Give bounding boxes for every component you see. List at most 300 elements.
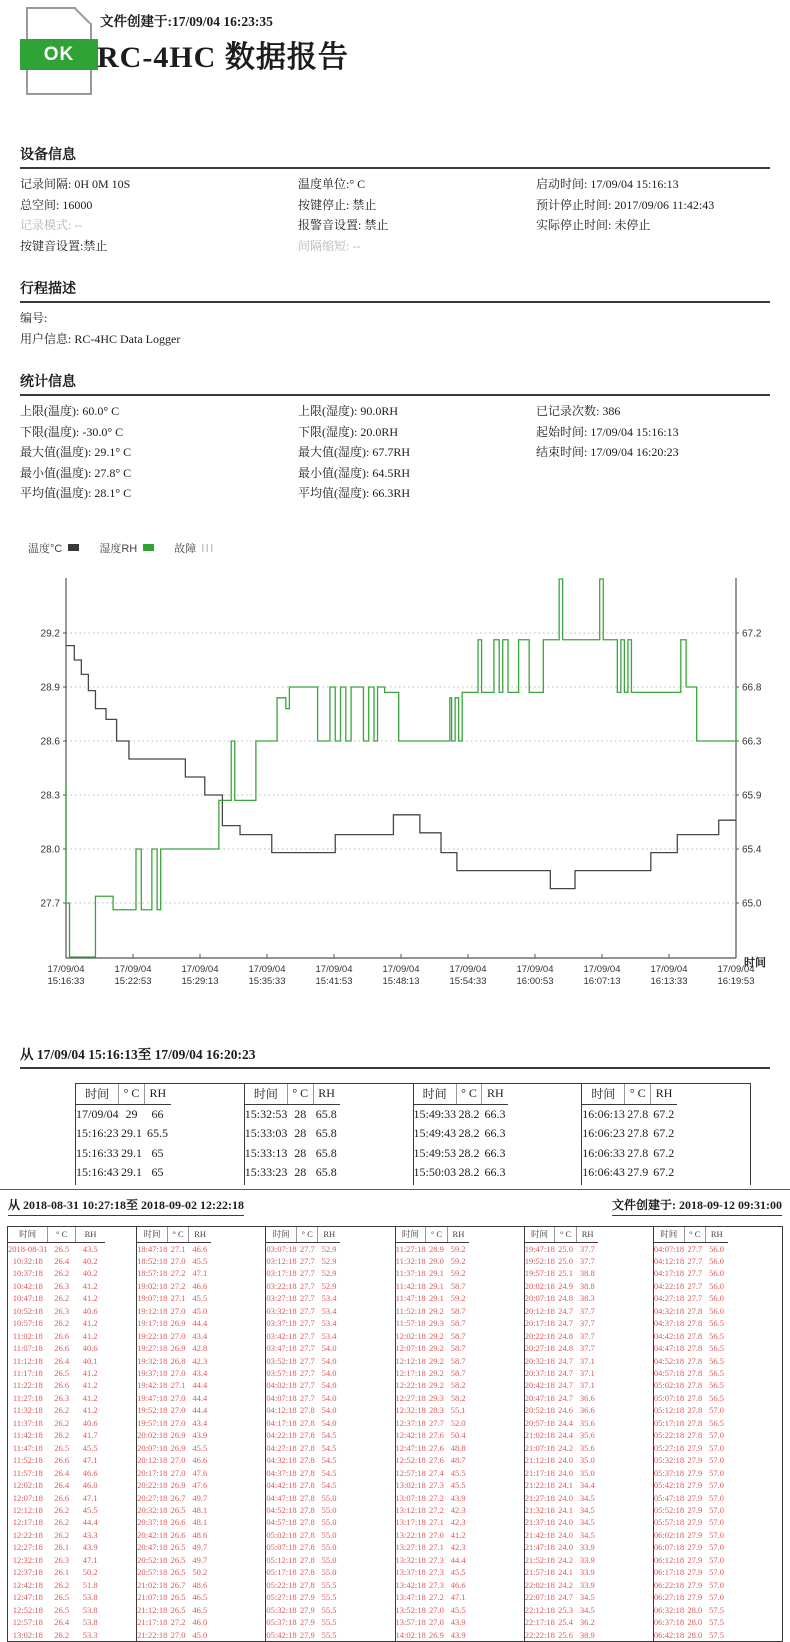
table-cell: 26.2 <box>48 1317 76 1329</box>
table-cell <box>144 1183 171 1185</box>
table-cell: 54.5 <box>318 1467 340 1479</box>
table-cell: 26.9 <box>167 1429 188 1441</box>
x-axis-title: 时间 <box>744 955 766 969</box>
table-cell: 53.8 <box>76 1591 105 1603</box>
table-cell: 27.0 <box>167 1467 188 1479</box>
table-cell: 26.3 <box>48 1392 76 1404</box>
table-cell: 43.4 <box>189 1330 211 1342</box>
info-line: 起始时间: 17/09/04 15:16:13 <box>536 422 770 443</box>
table-cell: 25.1 <box>555 1267 576 1279</box>
column-header: ° C <box>297 1227 318 1243</box>
table-row <box>396 1516 470 1528</box>
x-tick-label: 17/09/04 15:29:13 <box>182 964 219 987</box>
trip-lines <box>20 303 770 349</box>
table-cell: 54.0 <box>318 1392 340 1404</box>
table-cell: 35.0 <box>576 1467 598 1479</box>
table-cell: 25.3 <box>555 1604 576 1616</box>
table-row <box>8 1516 105 1528</box>
table-cell: 42.8 <box>189 1342 211 1354</box>
table-row <box>137 1616 211 1628</box>
table-row <box>137 1367 211 1379</box>
right-axis-tick: 65.0 <box>742 898 762 909</box>
table-cell: 26.5 <box>48 1367 76 1379</box>
table-row <box>8 1392 105 1404</box>
table-cell: 65 <box>144 1163 171 1183</box>
table-cell: 19:52:18 <box>137 1404 167 1416</box>
table-cell: 27.7 <box>297 1379 318 1391</box>
table-cell: 43.4 <box>189 1367 211 1379</box>
table-cell: 27.8 <box>297 1442 318 1454</box>
table-cell: 20:52:18 <box>137 1554 167 1566</box>
report-header <box>0 0 790 122</box>
table-row <box>8 1342 105 1354</box>
table-cell: 12:02:18 <box>396 1330 426 1342</box>
table-cell: 55.0 <box>318 1566 340 1578</box>
table-row <box>654 1492 728 1504</box>
table-cell: 19:47:18 <box>137 1392 167 1404</box>
column-header: RH <box>76 1227 105 1243</box>
table-row <box>654 1516 728 1528</box>
table-row <box>396 1429 470 1441</box>
table-cell: 13:52:18 <box>396 1604 426 1616</box>
info-line: 总空间: 16000 <box>20 195 298 216</box>
column-header: RH <box>144 1084 171 1105</box>
table-cell: 04:07:18 <box>266 1392 296 1404</box>
table-cell: 53.4 <box>318 1330 340 1342</box>
column-header: 时间 <box>654 1227 684 1243</box>
table-row <box>654 1379 728 1391</box>
table-cell: 11:47:18 <box>8 1442 48 1454</box>
table-cell: 26.9 <box>167 1342 188 1354</box>
table-cell: 05:32:18 <box>654 1454 684 1466</box>
table-cell: 57.0 <box>705 1516 727 1528</box>
info-line: 记录模式: -- <box>20 215 298 236</box>
table-cell: 27.9 <box>684 1454 705 1466</box>
table-row <box>266 1242 340 1255</box>
table-cell: 57.0 <box>705 1492 727 1504</box>
table-row <box>266 1330 340 1342</box>
table-cell: 05:12:18 <box>654 1404 684 1416</box>
table1-title: 从 17/09/04 15:16:13至 17/09/04 16:20:23 <box>20 1043 770 1069</box>
table-cell: 27.9 <box>684 1554 705 1566</box>
table-cell: 33.9 <box>576 1566 598 1578</box>
table-cell: 27.9 <box>684 1492 705 1504</box>
table-cell: 22:12:18 <box>525 1604 555 1616</box>
table-cell: 19:02:18 <box>137 1280 167 1292</box>
section-heading-device-info: 设备信息 <box>20 144 770 169</box>
table-row <box>8 1541 105 1553</box>
right-axis-tick: 67.2 <box>742 628 762 639</box>
section-heading-stats: 统计信息 <box>20 371 770 396</box>
table-cell: 44.4 <box>76 1516 105 1528</box>
table-row <box>8 1554 105 1566</box>
table-cell: 26.2 <box>48 1629 76 1641</box>
table-cell <box>287 1183 313 1185</box>
table-cell: 04:47:18 <box>654 1342 684 1354</box>
table-row <box>396 1404 470 1416</box>
table-cell: 24.7 <box>555 1591 576 1603</box>
table-row <box>8 1479 105 1491</box>
table-row <box>8 1330 105 1342</box>
table-row <box>654 1429 728 1441</box>
table-row <box>266 1529 340 1541</box>
table-cell: 29.2 <box>426 1342 447 1354</box>
table-cell: 06:02:18 <box>654 1529 684 1541</box>
info-column <box>298 401 536 504</box>
table-cell: 41.2 <box>447 1529 469 1541</box>
table-cell: 13:17:18 <box>396 1516 426 1528</box>
table-cell: 27.8 <box>297 1492 318 1504</box>
table-row <box>525 1442 599 1454</box>
table-cell: 20:12:18 <box>525 1305 555 1317</box>
table-cell: 12:22:18 <box>396 1379 426 1391</box>
x-tick-label: 17/09/04 15:48:13 <box>383 964 420 987</box>
table-cell: 21:52:18 <box>525 1554 555 1566</box>
table-cell: 41.2 <box>76 1292 105 1304</box>
table-cell: 27.9 <box>625 1163 651 1183</box>
table-cell: 43.4 <box>189 1417 211 1429</box>
table-cell: 21:22:18 <box>525 1479 555 1491</box>
table-cell: 27.9 <box>684 1529 705 1541</box>
table-cell: 26.6 <box>167 1529 188 1541</box>
table-cell: 38.9 <box>576 1629 598 1641</box>
table-cell: 05:42:18 <box>266 1629 296 1641</box>
table-cell: 29.1 <box>119 1163 145 1183</box>
table-row <box>76 1183 171 1185</box>
table-cell: 54.5 <box>318 1429 340 1441</box>
table-cell: 19:27:18 <box>137 1342 167 1354</box>
table-cell: 04:42:18 <box>266 1479 296 1491</box>
table-cell: 05:37:18 <box>266 1616 296 1628</box>
table-cell: 12:57:18 <box>8 1616 48 1628</box>
table-cell: 15:16:43 <box>76 1163 119 1183</box>
table-cell: 27.7 <box>297 1255 318 1267</box>
table-row <box>525 1417 599 1429</box>
table-cell: 05:22:18 <box>654 1429 684 1441</box>
table-row <box>266 1616 340 1628</box>
table-cell: 27.9 <box>684 1516 705 1528</box>
left-axis-tick: 28.3 <box>41 790 61 801</box>
table-cell: 27.9 <box>684 1541 705 1553</box>
table-cell: 20:27:18 <box>137 1492 167 1504</box>
table-row <box>76 1144 171 1164</box>
table-cell: 29.1 <box>426 1292 447 1304</box>
table-cell: 10:42:18 <box>8 1280 48 1292</box>
table-cell: 19:57:18 <box>137 1417 167 1429</box>
column-header: ° C <box>48 1227 76 1243</box>
table-cell: 05:52:18 <box>654 1504 684 1516</box>
table-row <box>137 1541 211 1553</box>
table-cell: 27.7 <box>684 1280 705 1292</box>
info-line: 最大值(湿度): 67.7RH <box>298 442 536 463</box>
table-cell: 27.8 <box>684 1392 705 1404</box>
table-cell: 59.2 <box>447 1267 469 1279</box>
right-axis-tick: 66.3 <box>742 736 762 747</box>
table-row <box>654 1255 728 1267</box>
table-row <box>76 1124 171 1144</box>
column-header: 时间 <box>414 1084 457 1105</box>
table-row <box>396 1255 470 1267</box>
table-cell: 27.8 <box>297 1467 318 1479</box>
table-row <box>266 1516 340 1528</box>
table-cell: 54.0 <box>318 1367 340 1379</box>
table-cell: 52.0 <box>447 1417 469 1429</box>
table-cell: 04:37:18 <box>266 1467 296 1479</box>
table-cell: 29.2 <box>426 1305 447 1317</box>
table-row <box>245 1124 340 1144</box>
table-cell: 27.3 <box>426 1479 447 1491</box>
table-cell: 35.0 <box>576 1454 598 1466</box>
table-row <box>137 1280 211 1292</box>
column-header: RH <box>189 1227 211 1243</box>
table-row <box>582 1183 677 1185</box>
table-cell: 28.0 <box>684 1629 705 1641</box>
section-heading-trip: 行程描述 <box>20 278 770 303</box>
table-row <box>525 1566 599 1578</box>
table-cell: 24.0 <box>555 1516 576 1528</box>
table-cell: 65 <box>144 1144 171 1164</box>
table-cell: 56.5 <box>705 1342 727 1354</box>
table-cell: 44.4 <box>189 1404 211 1416</box>
table-cell: 20:57:18 <box>137 1566 167 1578</box>
table-row <box>8 1305 105 1317</box>
table-cell: 53.8 <box>76 1616 105 1628</box>
info-line: 已记录次数: 386 <box>536 401 770 422</box>
table-cell: 24.7 <box>555 1305 576 1317</box>
table-row <box>137 1604 211 1616</box>
table-cell: 46.6 <box>189 1242 211 1255</box>
table-cell: 26.6 <box>48 1342 76 1354</box>
legend-fault-label: 故障 <box>174 540 196 556</box>
legend-temp-label: 温度°C <box>28 540 62 556</box>
table-cell: 26.6 <box>48 1330 76 1342</box>
table-row <box>266 1280 340 1292</box>
table-row <box>654 1541 728 1553</box>
column-header: 时间 <box>76 1084 119 1105</box>
table-cell: 19:22:18 <box>137 1330 167 1342</box>
table-cell: 04:27:18 <box>654 1292 684 1304</box>
table-row <box>8 1404 105 1416</box>
table-row <box>137 1629 211 1641</box>
table-cell: 41.2 <box>76 1404 105 1416</box>
table-cell: 04:57:18 <box>266 1516 296 1528</box>
table-cell: 27.8 <box>297 1579 318 1591</box>
table-cell: 27.2 <box>426 1492 447 1504</box>
table-cell: 65.8 <box>313 1104 340 1124</box>
table-row <box>396 1492 470 1504</box>
table-cell: 21:37:18 <box>525 1516 555 1528</box>
table-row <box>396 1442 470 1454</box>
table-cell: 06:27:18 <box>654 1591 684 1603</box>
table-group <box>524 1227 653 1642</box>
table-cell: 40.2 <box>76 1267 105 1279</box>
table-cell: 47.1 <box>76 1554 105 1566</box>
table-cell: 27.8 <box>297 1404 318 1416</box>
info-column <box>298 174 536 256</box>
table-cell: 57.5 <box>705 1604 727 1616</box>
table-cell: 37.7 <box>576 1342 598 1354</box>
table-cell: 24.9 <box>555 1280 576 1292</box>
table-cell: 41.2 <box>76 1330 105 1342</box>
table-row <box>266 1454 340 1466</box>
table-cell: 25.0 <box>555 1242 576 1255</box>
table-row <box>654 1616 728 1628</box>
table-cell: 46.6 <box>189 1454 211 1466</box>
table-cell: 20:02:18 <box>525 1280 555 1292</box>
table-cell: 11:22:18 <box>8 1379 48 1391</box>
table-row <box>396 1616 470 1628</box>
table-cell: 43.9 <box>447 1629 469 1641</box>
table-cell: 12:02:18 <box>8 1479 48 1491</box>
table-cell: 29.1 <box>119 1144 145 1164</box>
table-row <box>654 1591 728 1603</box>
table-row <box>266 1355 340 1367</box>
table-cell: 04:12:18 <box>266 1404 296 1416</box>
table-cell: 26.5 <box>167 1541 188 1553</box>
table-cell: 58.7 <box>447 1355 469 1367</box>
table-cell: 20:17:18 <box>137 1467 167 1479</box>
right-axis-tick: 66.8 <box>742 682 762 693</box>
table-cell: 27.7 <box>297 1367 318 1379</box>
table-cell: 65.8 <box>313 1124 340 1144</box>
table-cell: 24.7 <box>555 1379 576 1391</box>
table-cell: 27.8 <box>625 1104 651 1124</box>
table-cell: 19:47:18 <box>525 1242 555 1255</box>
info-line: 平均值(温度): 28.1° C <box>20 483 298 504</box>
table-cell: 27.8 <box>297 1554 318 1566</box>
table-cell: 48.7 <box>447 1454 469 1466</box>
table-cell: 22:02:18 <box>525 1579 555 1591</box>
table-cell: 27.8 <box>684 1330 705 1342</box>
table-cell: 27.9 <box>297 1604 318 1616</box>
table-cell: 58.7 <box>447 1330 469 1342</box>
table-cell: 27.7 <box>297 1317 318 1329</box>
table-cell: 48.6 <box>189 1529 211 1541</box>
table-group <box>413 1084 582 1185</box>
table-cell: 44.4 <box>189 1379 211 1391</box>
table-group <box>653 1227 782 1642</box>
info-line: 间隔缩短: -- <box>298 236 536 257</box>
table-row <box>8 1604 105 1616</box>
left-axis-tick: 29.2 <box>41 628 61 639</box>
table-cell: 27.7 <box>297 1355 318 1367</box>
table-cell: 11:27:18 <box>8 1392 48 1404</box>
table-cell: 55.5 <box>318 1604 340 1616</box>
table-cell: 20:22:18 <box>137 1479 167 1491</box>
table-cell: 15:33:03 <box>245 1124 288 1144</box>
column-header: 时间 <box>582 1084 625 1105</box>
table-row <box>8 1467 105 1479</box>
table-cell: 29.1 <box>119 1124 145 1144</box>
info-column <box>536 174 770 256</box>
table-cell: 19:12:18 <box>137 1305 167 1317</box>
table-cell: 52.9 <box>318 1242 340 1255</box>
table-row <box>396 1454 470 1466</box>
table-cell: 38.3 <box>576 1292 598 1304</box>
table-cell: 29.3 <box>426 1392 447 1404</box>
table-cell: 27.8 <box>684 1404 705 1416</box>
table-cell: 11:32:18 <box>8 1404 48 1416</box>
page-title: RC-4HC 数据报告 <box>97 32 349 76</box>
table-row <box>396 1267 470 1279</box>
table-cell: 10:37:18 <box>8 1267 48 1279</box>
table-cell: 24.0 <box>555 1467 576 1479</box>
table-cell: 27.0 <box>167 1454 188 1466</box>
table-cell: 04:52:18 <box>266 1504 296 1516</box>
table-cell: 40.6 <box>76 1305 105 1317</box>
table-cell: 05:27:18 <box>654 1442 684 1454</box>
table-cell: 27.3 <box>426 1554 447 1566</box>
table-cell: 67.2 <box>651 1104 678 1124</box>
table-cell: 56.5 <box>705 1317 727 1329</box>
table-cell: 26.9 <box>426 1629 447 1641</box>
table-cell: 57.0 <box>705 1579 727 1591</box>
table-cell: 27.8 <box>684 1355 705 1367</box>
table2-title: 从 2018-08-31 10:27:18至 2018-09-02 12:22:18 <box>8 1196 244 1216</box>
table-cell: 56.0 <box>705 1242 727 1255</box>
table-cell: 05:32:18 <box>266 1604 296 1616</box>
table-cell: 12:52:18 <box>8 1604 48 1616</box>
table-cell <box>625 1183 651 1185</box>
table-cell: 36.6 <box>576 1404 598 1416</box>
table-cell: 16:06:43 <box>582 1163 625 1183</box>
table-cell: 05:42:18 <box>654 1479 684 1491</box>
table-cell: 11:37:18 <box>396 1267 426 1279</box>
table-cell: 13:12:18 <box>396 1504 426 1516</box>
table-cell: 54.0 <box>318 1355 340 1367</box>
table-cell: 43.9 <box>447 1492 469 1504</box>
table-row <box>525 1579 599 1591</box>
table-cell: 56.0 <box>705 1305 727 1317</box>
column-header: RH <box>313 1084 340 1105</box>
table-group <box>76 1084 244 1185</box>
table-cell: 44.4 <box>447 1554 469 1566</box>
table-cell: 27.9 <box>684 1467 705 1479</box>
table-cell: 45.5 <box>447 1467 469 1479</box>
table-cell: 15:16:33 <box>76 1144 119 1164</box>
table-cell: 27.2 <box>167 1616 188 1628</box>
table-cell: 20:22:18 <box>525 1330 555 1342</box>
table-row <box>525 1467 599 1479</box>
table-cell: 26.5 <box>48 1442 76 1454</box>
table-cell: 24.2 <box>555 1554 576 1566</box>
table-cell: 03:22:18 <box>266 1280 296 1292</box>
table-cell: 03:42:18 <box>266 1330 296 1342</box>
table-cell: 37.7 <box>576 1305 598 1317</box>
table-row <box>76 1104 171 1124</box>
table-row <box>396 1305 470 1317</box>
table-cell: 13:32:18 <box>396 1554 426 1566</box>
table-cell: 26.9 <box>167 1442 188 1454</box>
table-cell: 43.9 <box>447 1616 469 1628</box>
table-cell: 53.4 <box>318 1292 340 1304</box>
table-cell: 54.0 <box>318 1342 340 1354</box>
table-cell: 26.5 <box>48 1242 76 1255</box>
table-cell: 48.8 <box>447 1442 469 1454</box>
table-row <box>525 1292 599 1304</box>
file-created-text: 文件创建于:17/09/04 16:23:35 <box>100 10 273 30</box>
table-row <box>525 1317 599 1329</box>
table-cell: 48.1 <box>189 1504 211 1516</box>
table-cell: 04:02:18 <box>266 1379 296 1391</box>
column-header: ° C <box>456 1084 482 1105</box>
table-cell: 27.7 <box>684 1255 705 1267</box>
table-cell: 24.6 <box>555 1404 576 1416</box>
column-header: 时间 <box>245 1084 288 1105</box>
table-cell: 59.2 <box>447 1292 469 1304</box>
table-row <box>137 1242 211 1255</box>
table-row <box>396 1566 470 1578</box>
